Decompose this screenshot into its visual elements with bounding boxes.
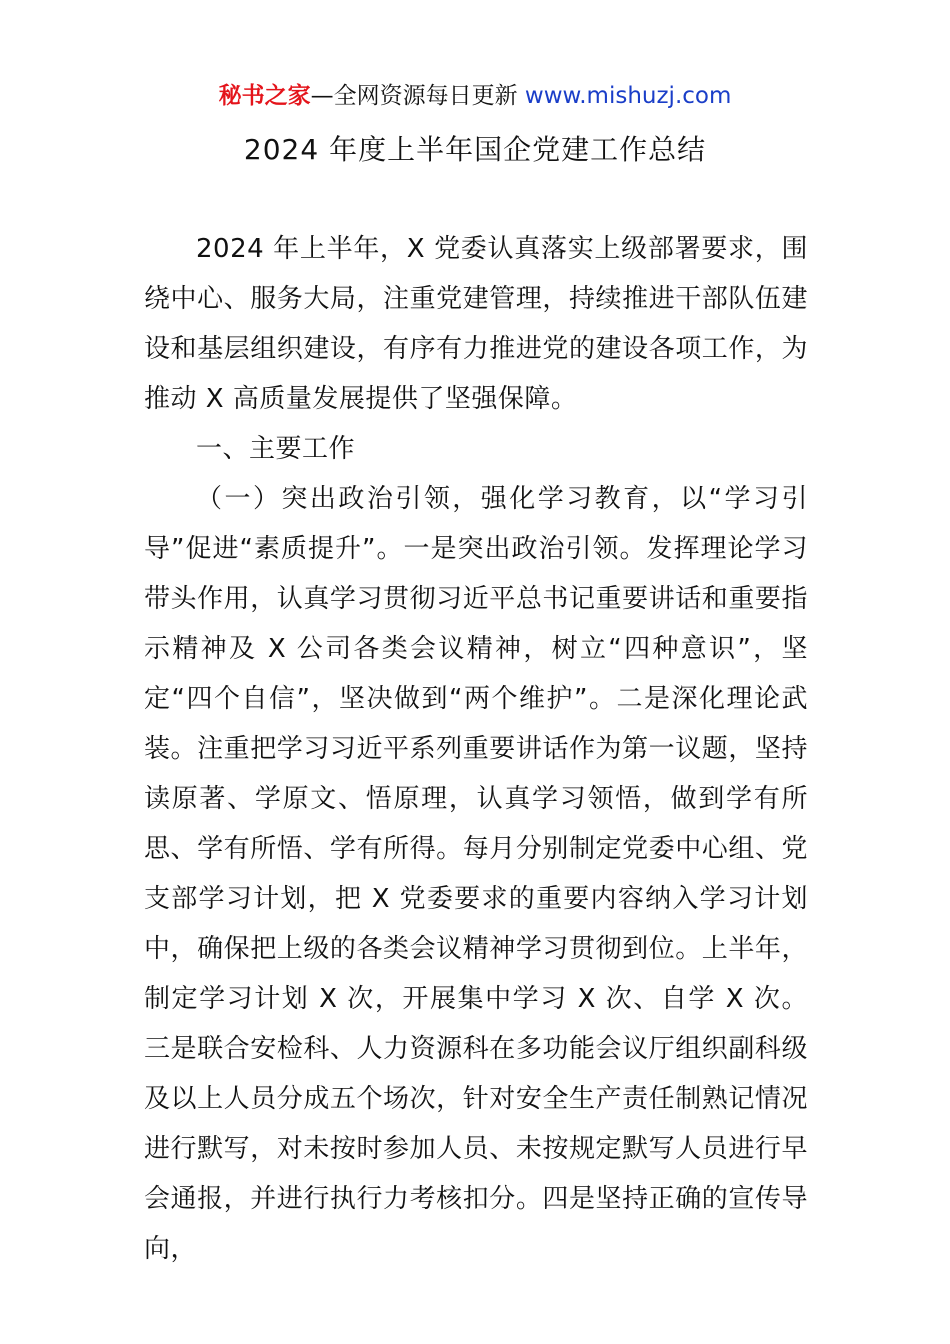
intro-paragraph: 2024 年上半年，X 党委认真落实上级部署要求，围绕中心、服务大局，注重党建管理，持续推进干部队伍建设和基层组织建设，有序有力推进党的建设各项工作，为推动 X 高质量发展提供了坚强保障。 (144, 234, 808, 414)
section-heading: 一、主要工作 (196, 434, 356, 464)
document-body (144, 224, 808, 1274)
body-paragraph: （一）突出政治引领，强化学习教育，以“学习引导”促进“素质提升”。一是突出政治引领。发挥理论学习带头作用，认真学习贯彻习近平总书记重要讲话和重要指示精神及 X 公司各类会议精神，树立“四种意识”，坚定“四个自信”，坚决做到“两个维护”。二是深化理论武装。注重把学习习近平系列重要讲话作为第一议题，坚持读原著、学原文、悟原理，认真学习领悟，做到学有所思、学有所悟、学有所得。每月分别制定党委中心组、党支部学习计划，把 X 党委要求的重要内容纳入学习计划中，确保把上级的各类会议精神学习贯彻到位。上半年，制定学习计划 X 次，开展集中学习 X 次、自学 X 次。三是联合安检科、人力资源科在多功能会议厅组织副科级及以上人员分成五个场次，针对安全生产责任制熟记情况进行默写，对未按时参加人员、未按规定默写人员进行早会通报，并进行执行力考核扣分。四是坚持正确的宣传导向， (144, 484, 808, 1264)
site-url-link[interactable]: www.mishuzj.com (524, 83, 732, 109)
site-tagline: —全网资源每日更新 (310, 83, 525, 109)
site-brand: 秘书之家 (218, 83, 311, 109)
document-title: 2024 年度上半年国企党建工作总结 (243, 133, 707, 166)
site-header (0, 80, 950, 112)
